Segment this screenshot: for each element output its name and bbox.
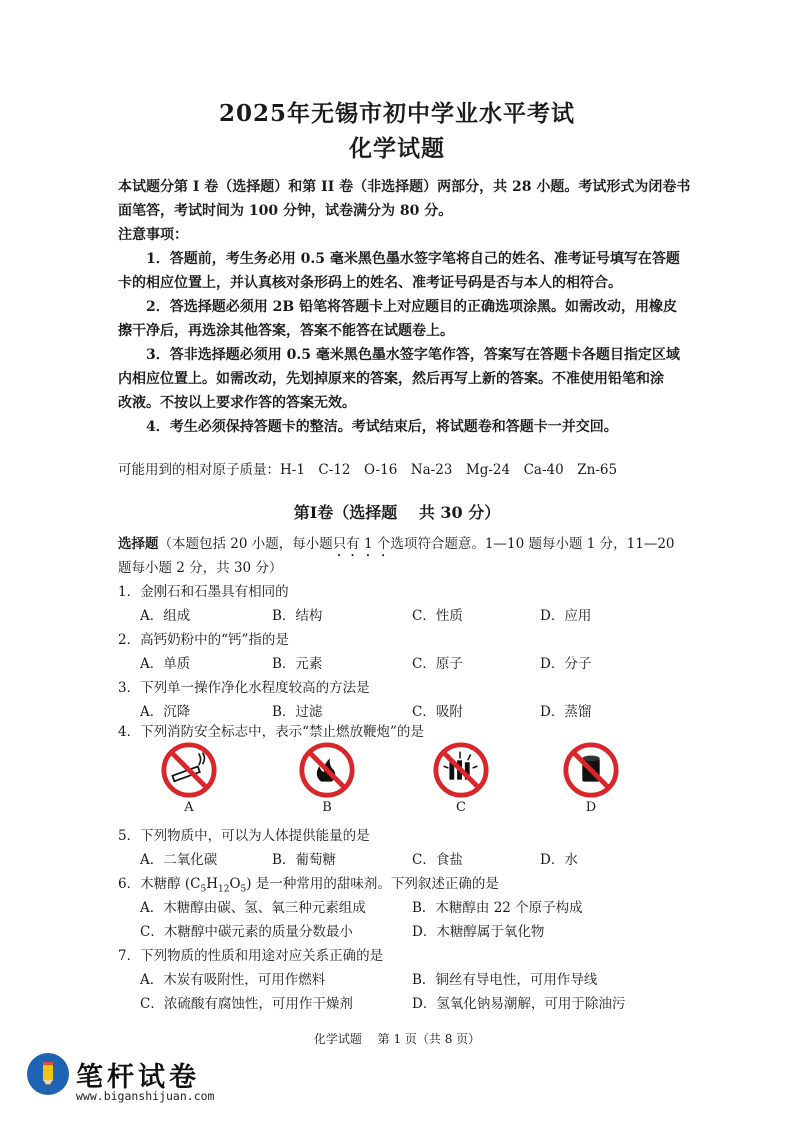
exam-title: 2025年无锡市初中学业水平考试 [218,100,575,127]
q4-label-d: D [585,800,597,815]
q2-option-b: B．元素 [272,656,323,672]
q2-option-c: C．原子 [412,656,463,672]
q1-option-a: A．组成 [140,608,191,624]
q7-option-d: D．氢氧化钠易潮解，可用于除油污 [412,996,626,1012]
q7-option-a: A．木炭有吸附性，可用作燃料 [140,972,326,988]
section-desc-a: （本题包括 20 小题，每小题 [158,536,333,552]
q6-sub-c: 5 [200,884,207,895]
notice-1b: 卡的相应位置上，并认真核对条形码上的姓名、准考证号码是否与本人的相符合。 [118,275,622,291]
q3-stem: 3．下列单一操作净化水程度较高的方法是 [118,680,370,696]
section-label: 选择题 [118,536,159,552]
notice-label: 注意事项： [118,227,188,243]
q2-option-d: D．分子 [540,656,592,672]
q6-h: H [206,876,218,892]
watermark-logo [27,1053,69,1095]
page-footer: 化学试题 第 1 页（共 8 页） [313,1032,481,1046]
section-heading: 第Ⅰ卷（选择题 共 30 分） [293,503,501,522]
q3-option-d: D．蒸馏 [540,704,592,720]
q3-option-b: B．过滤 [272,704,323,720]
watermark-url: www.biganshijuan.com [76,1089,215,1103]
q6-option-c: C．木糖醇中碳元素的质量分数最小 [140,924,353,940]
q7-option-c: C．浓硫酸有腐蚀性，可用作干燥剂 [140,996,353,1012]
q1-option-d: D．应用 [540,608,592,624]
q6-option-d: D．木糖醇属于氧化物 [412,924,545,940]
q5-option-b: B．葡萄糖 [272,852,336,868]
q2-option-a: A．单质 [140,656,191,672]
q7-option-b: B．铜丝有导电性，可用作导线 [412,972,598,988]
q5-option-c: C．食盐 [412,852,463,868]
intro-line-1: 本试题分第 I 卷（选择题）和第 II 卷（非选择题）两部分，共 28 小题。考试形式为闭卷书 [118,179,691,195]
notice-3b: 内相应位置上。如需改动，先划掉原来的答案，然后再写上新的答案。不准使用铅笔和涂 [118,371,664,387]
q6-option-a: A．木糖醇由碳、氢、氧三种元素组成 [140,900,366,916]
section-desc-emphasis: 只有 1 个 [332,536,391,552]
q1-option-b: B．结构 [272,608,323,624]
section-desc-c: 题每小题 2 分，共 30 分） [118,560,283,576]
q6-stem [118,872,499,895]
watermark-name: 笔杆试卷 [76,1062,200,1093]
q6-stem-a: 6．木糖醇 (C [118,876,201,892]
q5-option-d: D．水 [540,852,578,868]
pencil-icon [27,1053,69,1095]
notice-3a: 3．答非选择题必须用 0.5 毫米黑色墨水签字笔作答，答案写在答题卡各题目指定区域 [146,347,680,363]
q3-option-c: C．吸附 [412,704,463,720]
exam-subtitle: 化学试题 [349,135,445,162]
no-firecrackers-sign-icon [432,741,490,799]
q6-option-b: B．木糖醇由 22 个原子构成 [412,900,583,916]
q5-stem: 5．下列物质中，可以为人体提供能量的是 [118,828,370,844]
intro-line-2: 面笔答，考试时间为 100 分钟，试卷满分为 80 分。 [118,203,453,219]
q6-stem-b: ) 是一种常用的甜味剂。下列叙述正确的是 [246,876,499,892]
notice-2b: 擦干净后，再选涂其他答案，答案不能答在试题卷上。 [118,323,454,339]
notice-3c: 改液。不按以上要求作答的答案无效。 [118,395,356,411]
notice-1a: 1．答题前，考生务必用 0.5 毫米黑色墨水签字笔将自己的姓名、准考证号填写在答题 [146,251,680,267]
notice-4: 4．考生必须保持答题卡的整洁。考试结束后，将试题卷和答题卡一并交回。 [146,419,618,435]
q6-o: O [229,876,241,892]
atomic-masses: 可能用到的相对原子质量：H-1 C-12 O-16 Na-23 Mg-24 Ca-40 Zn-65 [118,462,618,478]
no-flammable-items-sign-icon [562,741,620,799]
q7-stem: 7．下列物质的性质和用途对应关系正确的是 [118,948,384,964]
q1-stem: 1．金刚石和石墨具有相同的 [118,584,289,600]
q4-stem: 4．下列消防安全标志中，表示“禁止燃放鞭炮”的是 [118,724,424,740]
q1-option-c: C．性质 [412,608,463,624]
section-desc-b: 选项符合题意。1—10 题每小题 1 分，11—20 [390,536,675,552]
q6-sub-o: 5 [240,884,247,895]
q4-label-c: C [456,800,466,815]
q2-stem: 2．高钙奶粉中的“钙”指的是 [118,632,289,648]
q3-option-a: A．沉降 [140,704,191,720]
no-open-flame-sign-icon [298,741,356,799]
q4-label-b: B [322,800,332,815]
no-smoking-sign-icon [160,741,218,799]
notice-2a: 2．答选择题必须用 2B 铅笔将答题卡上对应题目的正确选项涂黑。如需改动，用橡皮 [146,299,678,315]
q4-label-a: A [184,800,194,815]
q5-option-a: A．二氧化碳 [140,852,218,868]
q6-sub-h: 12 [218,884,230,895]
